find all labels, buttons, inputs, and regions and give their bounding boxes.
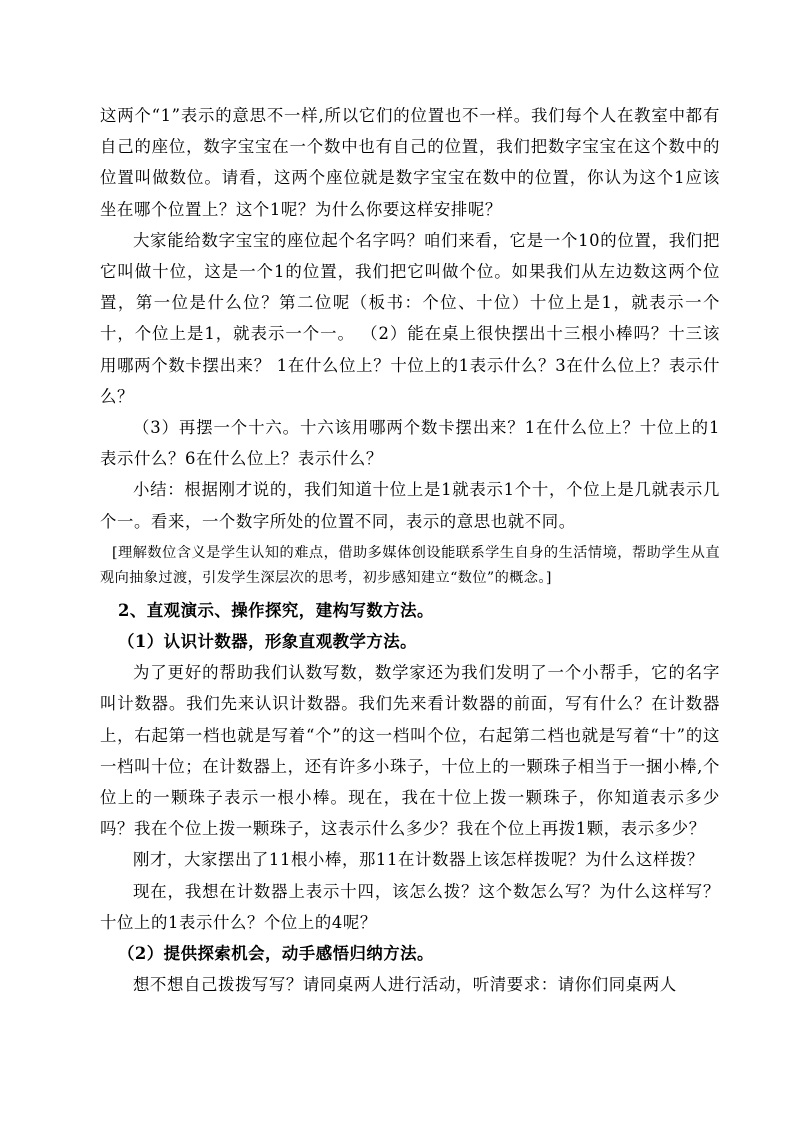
paragraph-1: 这两个“1”表示的意思不一样,所以它们的位置也不一样。我们每个人在教室中都有自己的座位，数字宝宝在一个数中也有自己的位置，我们把数字宝宝在这个数中的位置叫做数位。请看，这两个座位就是数字宝宝在数中的位置，你认为这个1应该坐在哪个位置上？这个1呢？为什么你要这样安排呢？ [100,106,720,219]
paragraph-summary: 小结：根据刚才说的，我们知道十位上是1就表示1个十，个位上是几就表示几个一。看来，一个数字所处的位置不同，表示的意思也就不同。 [100,480,720,531]
subsection-heading-1: （1）认识计数器，形象直观教学方法。 [118,632,418,652]
subsection-heading-2: （2）提供探索机会，动手感悟归纳方法。 [118,944,434,964]
paragraph-3: （3）再摆一个十六。十六该用哪两个数卡摆出来？1在什么位上？十位上的1表示什么？6在什么位上？表示什么？ [100,418,720,469]
paragraph-counter-intro: 为了更好的帮助我们认数写数，数学家还为我们发明了一个小帮手，它的名字叫计数器。我们先来认识计数器。我们先来看计数器的前面，写有什么？在计数器上，右起第一档也就是写着“个”的这一档叫个位，右起第二档也就是写着“十”的这一档叫十位；在计数器上，还有许多小珠子，十位上的一颗珠子相当于一捆小棒,个位上的一颗珠子表示一根小棒。现在，我在十位上拨一颗珠子，你知道表示多少吗？我在个位上拨一颗珠子，这表示什么多少？我在个位上再拨1颗，表示多少？ [100,663,720,839]
design-note: [理解数位含义是学生认知的难点，借助多媒体创设能联系学生自身的生活情境，帮助学生从直观向抽象过渡，引发学生深层次的思考，初步感知建立“数位”的概念。] [100,544,720,586]
paragraph-counter-11: 刚才，大家摆出了11根小棒，那11在计数器上该怎样拨呢？为什么这样拨？ [133,850,704,870]
paragraph-2: 大家能给数字宝宝的座位起个名字吗？咱们来看，它是一个10的位置，我们把它叫做十位，这是一个1的位置，我们把它叫做个位。如果我们从左边数这两个位置，第一位是什么位？第二位呢（板书：个位、十位）十位上是1，就表示一个十，个位上是1，就表示一个一。 （2）能在桌上很快摆出十三根小棒吗？十三该用哪两个数卡摆出来？ 1在什么位上？十位上的1表示什么？3在什么位上？表示什么？ [100,230,720,406]
paragraph-activity: 想不想自己拨拨写写？请同桌两人进行活动，听清要求：请你们同桌两人 [133,975,677,995]
section-heading: 2、直观演示、操作探究，建构写数方法。 [118,600,434,620]
paragraph-counter-14: 现在，我想在计数器上表示十四，该怎么拨？这个数怎么写？为什么这样写？十位上的1表示什么？个位上的4呢？ [100,881,720,932]
document-body [100,100,720,1000]
